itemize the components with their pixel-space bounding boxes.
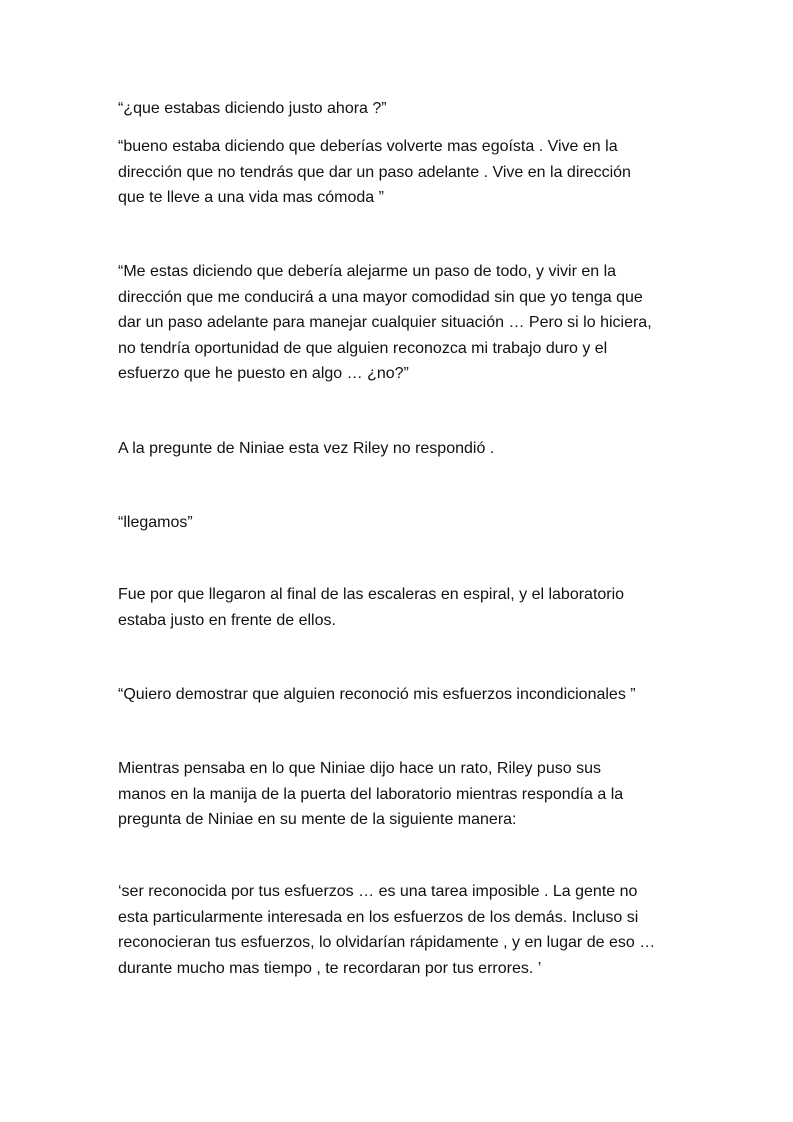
paragraph-9: ‘ser reconocida por tus esfuerzos … es una tarea imposible . La gente no esta particularmente interesada en los esfuerzos de los demás. Incluso si reconocieran tus esfuerzos, lo olvidarían rápidamente , y en lugar de eso … durante mucho mas tiempo , te recordaran por tus errores. ’ xyxy=(118,883,656,977)
paragraph-1: “¿que estabas diciendo justo ahora ?” xyxy=(118,100,387,117)
paragraph-2: “bueno estaba diciendo que deberías volverte mas egoísta . Vive en la dirección que no tendrás que dar un paso adelante . Vive en la dirección que te lleve a una vida mas cómoda ” xyxy=(118,138,631,206)
paragraph-6: Fue por que llegaron al final de las escaleras en espiral, y el laboratorio estaba justo en frente de ellos. xyxy=(118,586,625,629)
paragraph-5: “llegamos” xyxy=(118,514,193,531)
paragraph-4: A la pregunte de Niniae esta vez Riley no respondió . xyxy=(118,440,495,457)
paragraph-8: Mientras pensaba en lo que Niniae dijo hace un rato, Riley puso sus manos en la manija de la puerta del laboratorio mientras respondía a la pregunta de Niniae en su mente de la siguiente manera: xyxy=(118,760,624,828)
paragraph-3: “Me estas diciendo que debería alejarme un paso de todo, y vivir en la dirección que me conducirá a una mayor comodidad sin que yo tenga que dar un paso adelante para manejar cualquier situación … Pero si lo hiciera, no tendría oportunidad de que alguien reconozca mi trabajo duro y el esfuerzo que he puesto en algo … ¿no?” xyxy=(118,263,652,382)
paragraph-7: “Quiero demostrar que alguien reconoció mis esfuerzos incondicionales ” xyxy=(118,686,636,703)
